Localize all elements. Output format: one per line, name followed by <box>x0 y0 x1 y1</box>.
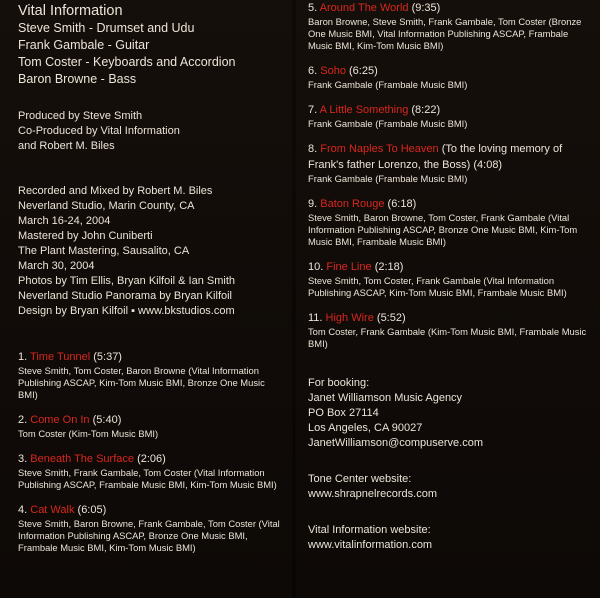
track-credits: Frank Gambale (Frambale Music BMI) <box>308 118 468 129</box>
member-line: Baron Browne - Bass <box>18 72 137 86</box>
track-duration: (4:08) <box>473 159 503 171</box>
credit-line: Photos by Tim Ellis, Bryan Kilfoil & Ian Smith <box>18 275 236 287</box>
track-title: Baton Rouge <box>320 198 385 210</box>
track-number: 10. <box>308 261 324 273</box>
booking-line: Janet Williamson Music Agency <box>308 392 463 404</box>
credit-line: March 16-24, 2004 <box>18 215 111 227</box>
track-item <box>308 102 592 130</box>
track-dedication: (To the loving memory of Frank's father Lorenzo, the Boss) <box>308 143 563 171</box>
booking-info <box>308 376 592 451</box>
credit-line: Co-Produced by Vital Information <box>18 125 180 137</box>
credit-line: Mastered by John Cuniberti <box>18 230 153 242</box>
track-credits: Steve Smith, Baron Browne, Frank Gambale, Tom Coster (Vital Information Publishing ASCAP, Bronze One Music BMI, Frambale Music BMI, Kim-Tom Music BMI) <box>18 518 280 553</box>
track-title: Cat Walk <box>30 504 75 516</box>
member-line: Tom Coster - Keyboards and Accordion <box>18 55 236 69</box>
tone-center-info <box>308 472 592 502</box>
track-credits: Steve Smith, Frank Gambale, Tom Coster (Vital Information Publishing ASCAP, Frambale Music BMI, Kim-Tom Music BMI) <box>18 467 277 490</box>
track-credits: Tom Coster, Frank Gambale (Kim-Tom Music BMI, Frambale Music BMI) <box>308 326 587 349</box>
credit-line: The Plant Mastering, Sausalito, CA <box>18 245 190 257</box>
track-duration: (9:35) <box>411 2 441 14</box>
track-credits: Tom Coster (Kim-Tom Music BMI) <box>18 428 159 439</box>
vital-site-url[interactable]: www.vitalinformation.com <box>308 539 433 551</box>
track-duration: (6:25) <box>349 65 378 77</box>
track-credits: Steve Smith, Tom Coster, Baron Browne (Vital Information Publishing ASCAP, Kim-Tom Music BMI, Bronze One Music BMI) <box>18 365 265 400</box>
track-title: From Naples To Heaven <box>320 143 439 155</box>
track-credits: Baron Browne, Steve Smith, Frank Gambale, Tom Coster (Bronze One Music BMI, Vital Information Publishing ASCAP, Frambale Music BMI, Kim-Tom Music BMI) <box>308 16 582 51</box>
member-line: Steve Smith - Drumset and Udu <box>18 21 195 35</box>
track-item <box>308 310 592 350</box>
track-item <box>308 196 592 248</box>
right-column <box>308 0 592 553</box>
track-number: 6. <box>308 65 318 77</box>
track-item <box>18 451 286 491</box>
track-title: Around The World <box>319 2 409 14</box>
track-credits: Steve Smith, Tom Coster, Frank Gambale (Vital Information Publishing ASCAP, Kim-Tom Music BMI, Frambale Music BMI) <box>308 275 567 298</box>
track-title: Beneath The Surface <box>30 453 135 465</box>
vital-site-info <box>308 523 592 553</box>
credit-line: Recorded and Mixed by Robert M. Biles <box>18 185 213 197</box>
track-title: A Little Something <box>319 104 409 116</box>
credit-line: Neverland Studio, Marin County, CA <box>18 200 195 212</box>
track-duration: (8:22) <box>411 104 441 116</box>
credit-line: Neverland Studio Panorama by Bryan Kilfoil <box>18 290 233 302</box>
track-item <box>18 412 286 440</box>
track-number: 7. <box>308 104 318 116</box>
track-duration: (2:18) <box>374 261 404 273</box>
track-title: Time Tunnel <box>30 351 91 363</box>
track-item <box>308 259 592 299</box>
track-duration: (2:06) <box>137 453 166 465</box>
track-number: 8. <box>308 143 318 155</box>
track-number: 2. <box>18 414 28 426</box>
tone-center-label: Tone Center website: <box>308 473 412 485</box>
booking-line: Los Angeles, CA 90027 <box>308 422 423 434</box>
track-duration: (5:52) <box>376 312 406 324</box>
track-number: 9. <box>308 198 318 210</box>
band-title: Vital Information <box>18 3 123 19</box>
track-item <box>18 502 286 554</box>
track-item <box>308 0 592 52</box>
production-credits <box>18 109 286 154</box>
booking-label: For booking: <box>308 377 370 389</box>
member-line: Frank Gambale - Guitar <box>18 38 150 52</box>
left-column <box>18 0 286 565</box>
track-number: 3. <box>18 453 28 465</box>
track-credits: Frank Gambale (Frambale Music BMI) <box>308 79 468 90</box>
track-number: 11. <box>308 312 323 324</box>
track-title: Fine Line <box>326 261 372 273</box>
credit-line: Design by Bryan Kilfoil ▪ www.bkstudios.com <box>18 305 235 317</box>
track-number: 4. <box>18 504 28 516</box>
track-duration: (6:18) <box>387 198 417 210</box>
track-title: High Wire <box>325 312 374 324</box>
track-title: Come On In <box>30 414 90 426</box>
vital-site-label: Vital Information website: <box>308 524 431 536</box>
track-duration: (5:40) <box>92 414 122 426</box>
credit-line: Produced by Steve Smith <box>18 110 143 122</box>
track-item <box>18 349 286 401</box>
credit-line: and Robert M. Biles <box>18 140 115 152</box>
track-item <box>308 141 592 185</box>
page-fold <box>291 0 297 598</box>
tone-center-url[interactable]: www.shrapnelrecords.com <box>308 488 437 500</box>
track-title: Soho <box>320 65 346 77</box>
track-duration: (6:05) <box>77 504 107 516</box>
track-credits: Frank Gambale (Frambale Music BMI) <box>308 173 468 184</box>
booking-line: PO Box 27114 <box>308 407 379 419</box>
track-number: 1. <box>18 351 28 363</box>
track-duration: (5:37) <box>93 351 122 363</box>
track-number: 5. <box>308 2 318 14</box>
band-members <box>18 20 286 88</box>
booking-email[interactable]: JanetWilliamson@compuserve.com <box>308 437 484 449</box>
credit-line: March 30, 2004 <box>18 260 95 272</box>
recording-credits <box>18 184 286 319</box>
track-item <box>308 63 592 91</box>
track-credits: Steve Smith, Baron Browne, Tom Coster, Frank Gambale (Vital Information Publishing ASCAP, Bronze One Music BMI, Kim-Tom Music BMI, Frambale Music BMI) <box>308 212 578 247</box>
